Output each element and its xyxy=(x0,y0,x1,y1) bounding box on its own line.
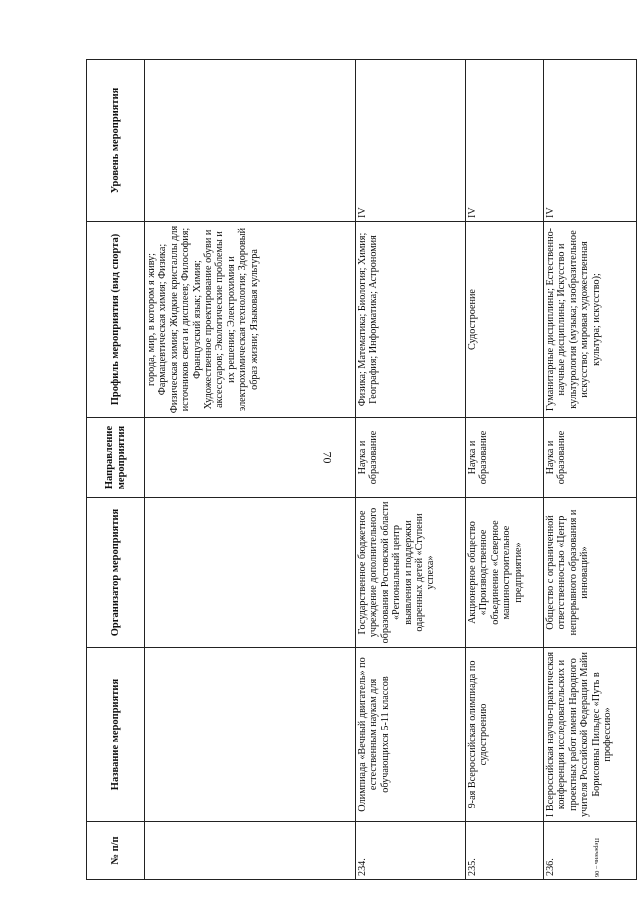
table-row xyxy=(145,60,356,880)
header-direction: Направление мероприятия xyxy=(87,418,145,498)
cell-level xyxy=(145,60,356,222)
events-table xyxy=(86,59,637,880)
header-organizer: Организатор мероприятия xyxy=(87,498,145,648)
cell-number: 234. xyxy=(356,822,466,880)
header-number: № п/п xyxy=(87,822,145,880)
table-row xyxy=(356,60,466,880)
cell-organizer: Государственное бюджетное учреждение дополнительного образования Ростовской области «Региональный центр выявления и поддержки одаренных детей «Ступени успеха» xyxy=(356,498,466,648)
header-name: Название мероприятия xyxy=(87,648,145,822)
cell-profile: города, мир, в котором я живу; Фармацевтическая химия; Физика; Физическая химия; Жидкие кристаллы для источников света и дисплеев; Философия; Французский язык; Химия; Художественное проектирование обуви и аксессуаров; Экологические проблемы и их решения; Электрохимия и электрохимическая технология; Здоровый образ жизни; Языковая культура xyxy=(145,222,356,418)
cell-number: 236. xyxy=(544,822,637,880)
cell-name xyxy=(145,648,356,822)
cell-organizer: Акционерное общество «Производственное объединение «Северное машиностроительное предприятие» xyxy=(466,498,544,648)
cell-level: IV xyxy=(356,60,466,222)
cell-name: 9-ая Всероссийская олимпиада по судостроению xyxy=(466,648,544,822)
header-profile: Профиль мероприятия (вид спорта) xyxy=(87,222,145,418)
cell-profile: Физика; Математика; Биология; Химия; География; Информатика; Астрономия xyxy=(356,222,466,418)
rotated-table-container xyxy=(86,60,636,880)
table-row xyxy=(466,60,544,880)
cell-number: 235. xyxy=(466,822,544,880)
cell-profile: Гуманитарные дисциплины; Естественно-научные дисциплины; Искусство и культурология (музыка; изобразительное искусство; мировая художественная культура; искусство); xyxy=(544,222,637,418)
cell-level: IV xyxy=(466,60,544,222)
cell-direction: Наука и образование xyxy=(356,418,466,498)
table-row xyxy=(544,60,637,880)
cell-name: I Всероссийская научно-практическая конференция исследовательских и проектных работ имени Народного учителя Российской Федерации Майи Борисовны Пильдес «Путь в профессию» xyxy=(544,648,637,822)
header-level: Уровень мероприятия xyxy=(87,60,145,222)
cell-organizer xyxy=(145,498,356,648)
cell-direction xyxy=(145,418,356,498)
cell-name: Олимпиада «Вечный двигатель» по естественным наукам для обучающихся 5-11 классов xyxy=(356,648,466,822)
table-header-row xyxy=(87,60,145,880)
cell-direction: Наука и образование xyxy=(544,418,637,498)
cell-organizer: Общество с ограниченной ответственностью «Центр непрерывного образования и инноваций» xyxy=(544,498,637,648)
cell-level: IV xyxy=(544,60,637,222)
page-number: 70 xyxy=(320,451,335,464)
footer-label: Перечень – 06 xyxy=(593,838,600,878)
cell-number xyxy=(145,822,356,880)
cell-direction: Наука и образование xyxy=(466,418,544,498)
cell-profile: Судостроение xyxy=(466,222,544,418)
